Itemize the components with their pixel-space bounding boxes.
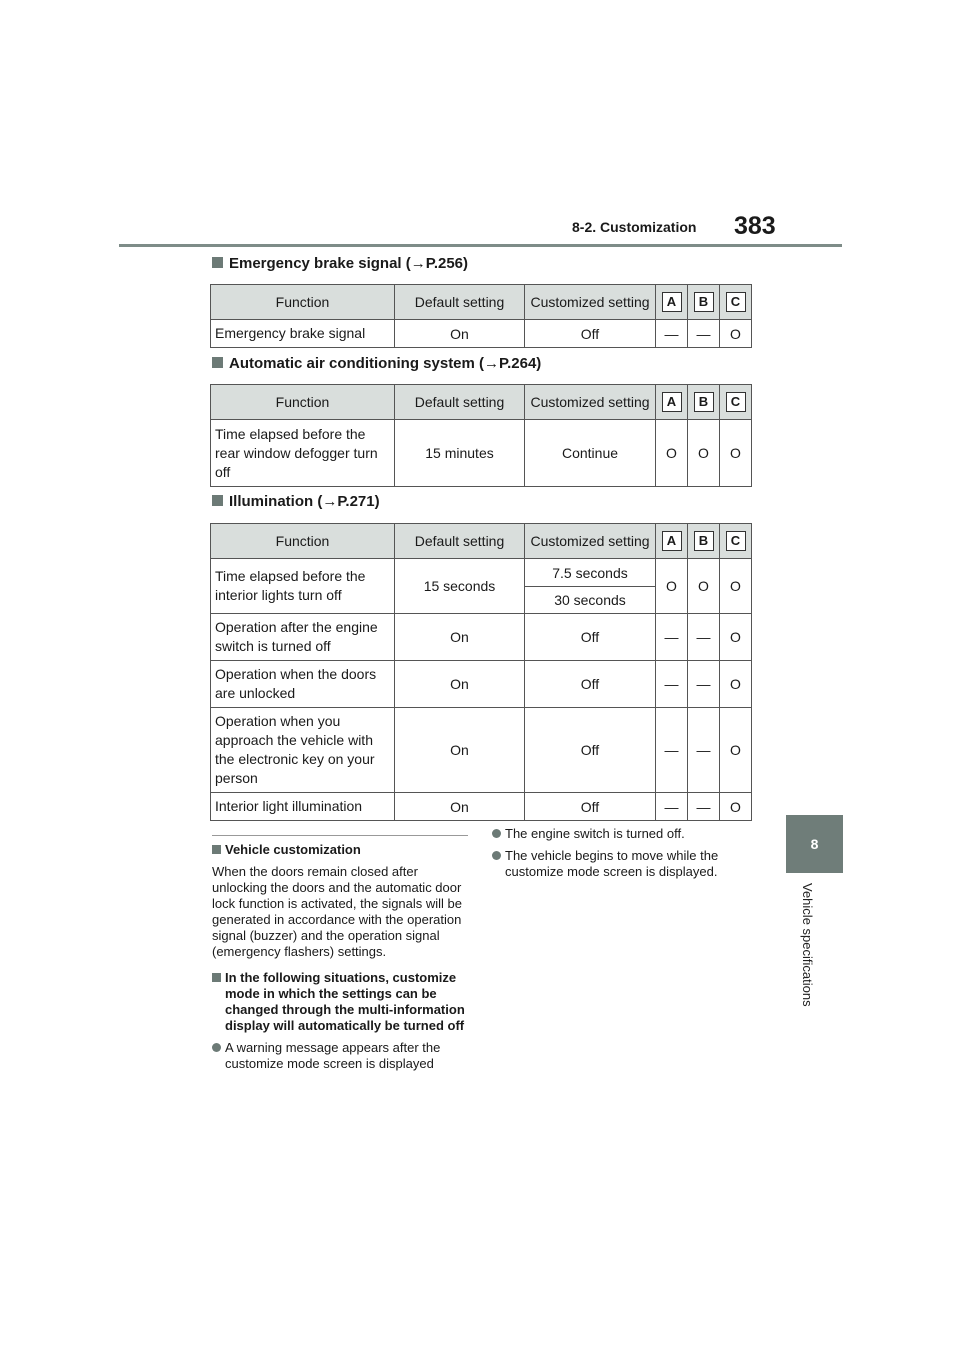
table-row: [211, 614, 752, 661]
table-header-row: [211, 524, 752, 559]
cell-b: —: [688, 661, 720, 708]
table-air-conditioning: [210, 384, 752, 487]
table-row: [211, 793, 752, 821]
table-illumination: [210, 523, 752, 821]
section-title-emergency-brake: [212, 255, 468, 272]
badge-b-icon: B: [694, 531, 714, 551]
cell-function: Time elapsed before the rear window defogger turn off: [211, 420, 395, 487]
badge-a-icon: A: [662, 531, 682, 551]
badge-c-icon: C: [726, 392, 746, 412]
table-row: [211, 661, 752, 708]
list-item-text: A warning message appears after the customize mode screen is displayed: [225, 1040, 441, 1071]
cell-a: —: [656, 793, 688, 821]
header-b: [688, 285, 720, 320]
header-c: [720, 285, 752, 320]
cell-default: 15 minutes: [395, 420, 525, 487]
cell-b: —: [688, 793, 720, 821]
header-a: [656, 385, 688, 420]
cell-function: Emergency brake signal: [211, 320, 395, 348]
header-function: Function: [211, 285, 395, 320]
table-row: [211, 420, 752, 487]
cell-custom: Off: [525, 793, 656, 821]
header-divider: [119, 244, 842, 247]
section-title-text: Illumination (→P.271): [229, 493, 380, 510]
badge-c-icon: C: [726, 292, 746, 312]
list-item: [212, 1040, 470, 1072]
header-a: [656, 285, 688, 320]
cell-a: —: [656, 320, 688, 348]
badge-a-icon: A: [662, 392, 682, 412]
cell-a: —: [656, 661, 688, 708]
cell-a: —: [656, 614, 688, 661]
section-header: 8-2. Customization: [572, 219, 697, 235]
cell-c: O: [720, 661, 752, 708]
note-heading-vehicle-customization: [212, 842, 470, 858]
notes-left-column: [212, 842, 470, 1072]
header-default: Default setting: [395, 385, 525, 420]
cell-c: O: [720, 614, 752, 661]
cell-c: O: [720, 320, 752, 348]
header-function: Function: [211, 524, 395, 559]
cell-custom: 7.5 seconds: [525, 559, 656, 587]
cell-custom: Off: [525, 661, 656, 708]
square-bullet-icon: [212, 845, 221, 854]
header-default: Default setting: [395, 285, 525, 320]
cell-custom: Continue: [525, 420, 656, 487]
cell-a: O: [656, 559, 688, 614]
cell-b: —: [688, 614, 720, 661]
round-bullet-icon: [492, 829, 501, 838]
cell-default: On: [395, 793, 525, 821]
cell-b: O: [688, 559, 720, 614]
header-customized: Customized setting: [525, 385, 656, 420]
table-row: [211, 320, 752, 348]
header-c: [720, 385, 752, 420]
cell-custom: 30 seconds: [525, 587, 656, 614]
square-bullet-icon: [212, 357, 223, 368]
header-c: [720, 524, 752, 559]
header-b: [688, 524, 720, 559]
note-body-vehicle-customization: When the doors remain closed after unlocking the doors and the automatic door lock function is activated, the signals will be generated in accordance with the operation signal (buzzer) and the operation signal (emergency flashers) settings.: [212, 864, 463, 959]
table-row: [211, 708, 752, 793]
cell-default: 15 seconds: [395, 559, 525, 614]
cell-c: O: [720, 708, 752, 793]
cell-function: Time elapsed before the interior lights turn off: [211, 559, 395, 614]
cell-custom: Off: [525, 708, 656, 793]
note-heading-auto-off: [212, 970, 470, 1034]
cell-a: O: [656, 420, 688, 487]
cell-function: Operation when you approach the vehicle with the electronic key on your person: [211, 708, 395, 793]
section-title-air-conditioning: [212, 355, 541, 372]
header-b: [688, 385, 720, 420]
cell-default: On: [395, 614, 525, 661]
list-item-text: The engine switch is turned off.: [505, 826, 685, 841]
header-customized: Customized setting: [525, 524, 656, 559]
badge-b-icon: B: [694, 392, 714, 412]
section-title-text: Automatic air conditioning system (→P.264): [229, 355, 542, 372]
list-item: [492, 848, 750, 880]
table-header-row: [211, 385, 752, 420]
cell-a: —: [656, 708, 688, 793]
chapter-tab: [786, 815, 843, 873]
notes-right-column: [492, 826, 750, 880]
header-a: [656, 524, 688, 559]
cell-default: On: [395, 320, 525, 348]
square-bullet-icon: [212, 495, 223, 506]
header-customized: Customized setting: [525, 285, 656, 320]
badge-c-icon: C: [726, 531, 746, 551]
note-heading-text: In the following situations, customize mode in which the settings can be changed through the multi-information display will automatically be turned off: [225, 970, 465, 1033]
list-item: [492, 826, 750, 842]
list-item-text: The vehicle begins to move while the customize mode screen is displayed.: [505, 848, 719, 879]
cell-function: Operation when the doors are unlocked: [211, 661, 395, 708]
page-number: 383: [734, 212, 776, 240]
badge-a-icon: A: [662, 292, 682, 312]
cell-c: O: [720, 420, 752, 487]
table-emergency-brake: [210, 284, 752, 348]
cell-default: On: [395, 661, 525, 708]
cell-custom: Off: [525, 320, 656, 348]
cell-c: O: [720, 559, 752, 614]
section-title-illumination: [212, 493, 380, 510]
header-function: Function: [211, 385, 395, 420]
chapter-label: Vehicle specifications: [800, 883, 815, 1007]
cell-b: O: [688, 420, 720, 487]
header-default: Default setting: [395, 524, 525, 559]
badge-b-icon: B: [694, 292, 714, 312]
chapter-number: 8: [810, 836, 819, 852]
section-title-text: Emergency brake signal (→P.256): [229, 255, 469, 272]
cell-function: Operation after the engine switch is turned off: [211, 614, 395, 661]
note-heading-text: Vehicle customization: [225, 842, 361, 857]
cell-custom: Off: [525, 614, 656, 661]
cell-b: —: [688, 708, 720, 793]
round-bullet-icon: [492, 851, 501, 860]
cell-c: O: [720, 793, 752, 821]
table-header-row: [211, 285, 752, 320]
square-bullet-icon: [212, 257, 223, 268]
cell-function: Interior light illumination: [211, 793, 395, 821]
cell-b: —: [688, 320, 720, 348]
square-bullet-icon: [212, 973, 221, 982]
notes-divider: [212, 835, 468, 836]
cell-default: On: [395, 708, 525, 793]
round-bullet-icon: [212, 1043, 221, 1052]
table-row: [211, 559, 752, 587]
